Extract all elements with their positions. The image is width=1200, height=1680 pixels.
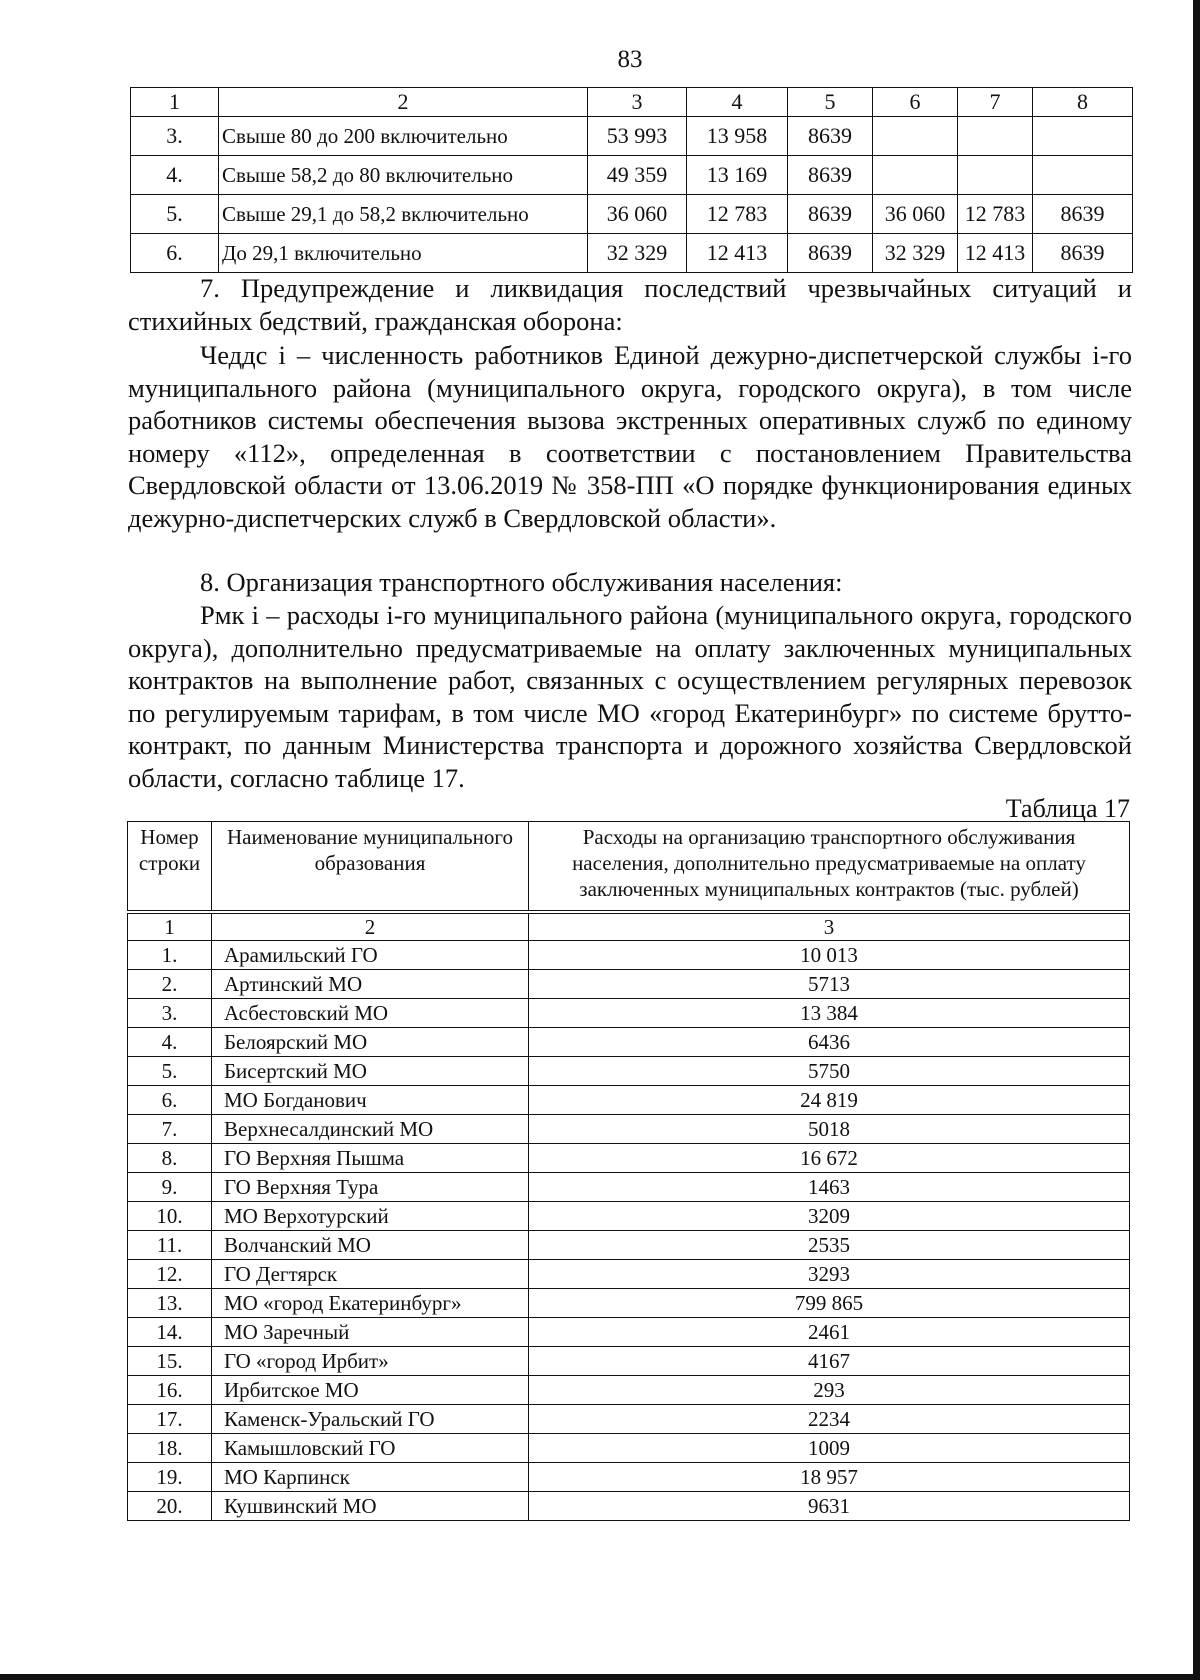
row-number: 15.: [128, 1347, 212, 1376]
municipality-name: Асбестовский МО: [212, 999, 529, 1028]
expense-value: 3293: [529, 1260, 1130, 1289]
row-number: 10.: [128, 1202, 212, 1231]
cell-value: 32 329: [588, 234, 687, 273]
table-row: [128, 1347, 1130, 1376]
row-name: Свыше 80 до 200 включительно: [219, 117, 588, 156]
municipality-name: ГО «город Ирбит»: [212, 1347, 529, 1376]
row-number: 6.: [128, 1086, 212, 1115]
municipality-name: Арамильский ГО: [212, 941, 529, 970]
municipality-name: ГО Верхняя Тура: [212, 1173, 529, 1202]
table-row: [128, 970, 1130, 999]
table-row: [128, 1434, 1130, 1463]
table-row: [128, 1202, 1130, 1231]
column-number: 6: [873, 88, 958, 117]
municipality-name: Белоярский МО: [212, 1028, 529, 1057]
cell-value: 8639: [788, 234, 873, 273]
expense-value: 5018: [529, 1115, 1130, 1144]
row-number: 20.: [128, 1492, 212, 1521]
cell-value: 32 329: [873, 234, 958, 273]
expense-value: 13 384: [529, 999, 1130, 1028]
municipality-name: МО Карпинск: [212, 1463, 529, 1492]
row-number: 19.: [128, 1463, 212, 1492]
cell-value: 8639: [1033, 234, 1133, 273]
municipality-name: Камышловский ГО: [212, 1434, 529, 1463]
row-number: 1.: [128, 941, 212, 970]
table-row: [128, 1289, 1130, 1318]
cell-value: 13 958: [687, 117, 788, 156]
municipality-name: Каменск-Уральский ГО: [212, 1405, 529, 1434]
table-row: [128, 1405, 1130, 1434]
expense-value: 1009: [529, 1434, 1130, 1463]
row-name: Свыше 58,2 до 80 включительно: [219, 156, 588, 195]
cell-value: 8639: [788, 156, 873, 195]
row-number: 12.: [128, 1260, 212, 1289]
expense-value: 799 865: [529, 1289, 1130, 1318]
header-municipality: Наименование муниципального образования: [212, 822, 529, 913]
cell-value: [873, 117, 958, 156]
expense-value: 18 957: [529, 1463, 1130, 1492]
cell-value: [958, 156, 1033, 195]
expense-value: 5713: [529, 970, 1130, 999]
column-number: 2: [219, 88, 588, 117]
table-row: [131, 234, 1133, 273]
table-row: [128, 1492, 1130, 1521]
municipality-name: ГО Дегтярск: [212, 1260, 529, 1289]
column-number: 3: [529, 912, 1130, 941]
column-number: 1: [128, 912, 212, 941]
section-8-text-block: [128, 599, 1132, 794]
cell-value: 12 783: [687, 195, 788, 234]
municipality-name: ГО Верхняя Пышма: [212, 1144, 529, 1173]
expense-value: 5750: [529, 1057, 1130, 1086]
municipality-name: Артинский МО: [212, 970, 529, 999]
municipality-name: Волчанский МО: [212, 1231, 529, 1260]
cell-value: [873, 156, 958, 195]
table-row: [128, 1231, 1130, 1260]
table-row: [128, 1463, 1130, 1492]
row-number: 2.: [128, 970, 212, 999]
cell-value: 8639: [788, 195, 873, 234]
column-number: 4: [687, 88, 788, 117]
cell-value: 36 060: [873, 195, 958, 234]
cell-value: [958, 117, 1033, 156]
column-number: 5: [788, 88, 873, 117]
expense-value: 2461: [529, 1318, 1130, 1347]
row-number: 3.: [128, 999, 212, 1028]
row-number: 5.: [131, 195, 219, 234]
section-7-heading-block: [128, 272, 1132, 337]
row-number: 8.: [128, 1144, 212, 1173]
table-row: [128, 1086, 1130, 1115]
section-7-heading: 7. Предупреждение и ликвидация последствий чрезвычайных ситуаций и стихийных бедствий, гражданская оборона:: [128, 273, 1132, 336]
municipality-name: МО Верхотурский: [212, 1202, 529, 1231]
row-number: 7.: [128, 1115, 212, 1144]
row-number: 17.: [128, 1405, 212, 1434]
row-name: Свыше 29,1 до 58,2 включительно: [219, 195, 588, 234]
section-8-text: Рмк i – расходы i-го муниципального района (муниципального округа, городского округа), дополнительно предусматриваемые на оплату заключенных муниципальных контрактов на выполнение работ, связанных с осуществлением регулярных перевозок по регулируемым тарифам, в том числе МО «город Екатеринбург» по системе брутто-контракт, по данным Министерства транспорта и дорожного хозяйства Свердловской области, согласно таблице 17.: [128, 600, 1132, 793]
row-number: 11.: [128, 1231, 212, 1260]
expense-value: 24 819: [529, 1086, 1130, 1115]
table-row: [128, 1318, 1130, 1347]
municipality-name: МО Богданович: [212, 1086, 529, 1115]
expense-value: 3209: [529, 1202, 1130, 1231]
expense-value: 9631: [529, 1492, 1130, 1521]
row-number: 4.: [131, 156, 219, 195]
table-row: [128, 1057, 1130, 1086]
column-number: 3: [588, 88, 687, 117]
municipality-name: Бисертский МО: [212, 1057, 529, 1086]
table-row: [128, 1144, 1130, 1173]
row-number: 4.: [128, 1028, 212, 1057]
table-row: [128, 1115, 1130, 1144]
cell-value: 36 060: [588, 195, 687, 234]
expense-value: 293: [529, 1376, 1130, 1405]
cell-value: 53 993: [588, 117, 687, 156]
table-row: [128, 999, 1130, 1028]
municipality-name: Ирбитское МО: [212, 1376, 529, 1405]
scan-right-border: [1193, 0, 1200, 1680]
table-row: [128, 1260, 1130, 1289]
cell-value: [1033, 156, 1133, 195]
cell-value: 12 783: [958, 195, 1033, 234]
expense-value: 4167: [529, 1347, 1130, 1376]
table-row: [128, 941, 1130, 970]
row-number: 14.: [128, 1318, 212, 1347]
table-row: [131, 117, 1133, 156]
expense-value: 2234: [529, 1405, 1130, 1434]
expense-value: 6436: [529, 1028, 1130, 1057]
municipality-name: Кушвинский МО: [212, 1492, 529, 1521]
row-number: 13.: [128, 1289, 212, 1318]
section-8-heading-block: [128, 566, 1132, 599]
municipality-name: МО «город Екатеринбург»: [212, 1289, 529, 1318]
column-number: 8: [1033, 88, 1133, 117]
header-row-number: Номер строки: [128, 822, 212, 913]
row-number: 5.: [128, 1057, 212, 1086]
page-number: 83: [617, 46, 643, 73]
section-7-text: Чеддс i – численность работников Единой дежурно-диспетчерской службы i-го муниципального района (муниципального округа, городского округа), в том числе работников системы обеспечения вызова экстренных оперативных служб по единому номеру «112», определенная в соответствии с постановлением Правительства Свердловской области от 13.06.2019 № 358-ПП «О порядке функционирования единых дежурно-диспетчерских служб в Свердловской области».: [128, 340, 1132, 533]
table-row: [131, 195, 1133, 234]
section-8-heading: 8. Организация транспортного обслуживания населения:: [200, 567, 843, 597]
cell-value: 12 413: [687, 234, 788, 273]
column-number: 7: [958, 88, 1033, 117]
municipality-name: МО Заречный: [212, 1318, 529, 1347]
section-7-text-block: [128, 339, 1132, 534]
table-header-row: [131, 88, 1133, 117]
scan-bottom-border: [0, 1674, 1200, 1680]
table-row: [128, 1028, 1130, 1057]
cell-value: 13 169: [687, 156, 788, 195]
row-number: 16.: [128, 1376, 212, 1405]
expense-value: 2535: [529, 1231, 1130, 1260]
cell-value: 8639: [1033, 195, 1133, 234]
table-continuation: [130, 87, 1133, 273]
table-row: [128, 1376, 1130, 1405]
row-number: 6.: [131, 234, 219, 273]
row-name: До 29,1 включительно: [219, 234, 588, 273]
table-row: [128, 1173, 1130, 1202]
table-17-caption: Таблица 17: [1005, 794, 1130, 823]
cell-value: 8639: [788, 117, 873, 156]
cell-value: 49 359: [588, 156, 687, 195]
expense-value: 16 672: [529, 1144, 1130, 1173]
expense-value: 1463: [529, 1173, 1130, 1202]
expense-value: 10 013: [529, 941, 1130, 970]
row-number: 3.: [131, 117, 219, 156]
cell-value: 12 413: [958, 234, 1033, 273]
row-number: 18.: [128, 1434, 212, 1463]
column-number: 2: [212, 912, 529, 941]
column-number: 1: [131, 88, 219, 117]
table-row: [131, 156, 1133, 195]
table-17-header: [128, 822, 1130, 913]
table-17-column-numbers: [128, 912, 1130, 941]
row-number: 9.: [128, 1173, 212, 1202]
municipality-name: Верхнесалдинский МО: [212, 1115, 529, 1144]
table-17: [127, 821, 1130, 1521]
header-expenses: Расходы на организацию транспортного обслуживания населения, дополнительно предусматриваемые на оплату заключенных муниципальных контрактов (тыс. рублей): [529, 822, 1130, 913]
cell-value: [1033, 117, 1133, 156]
